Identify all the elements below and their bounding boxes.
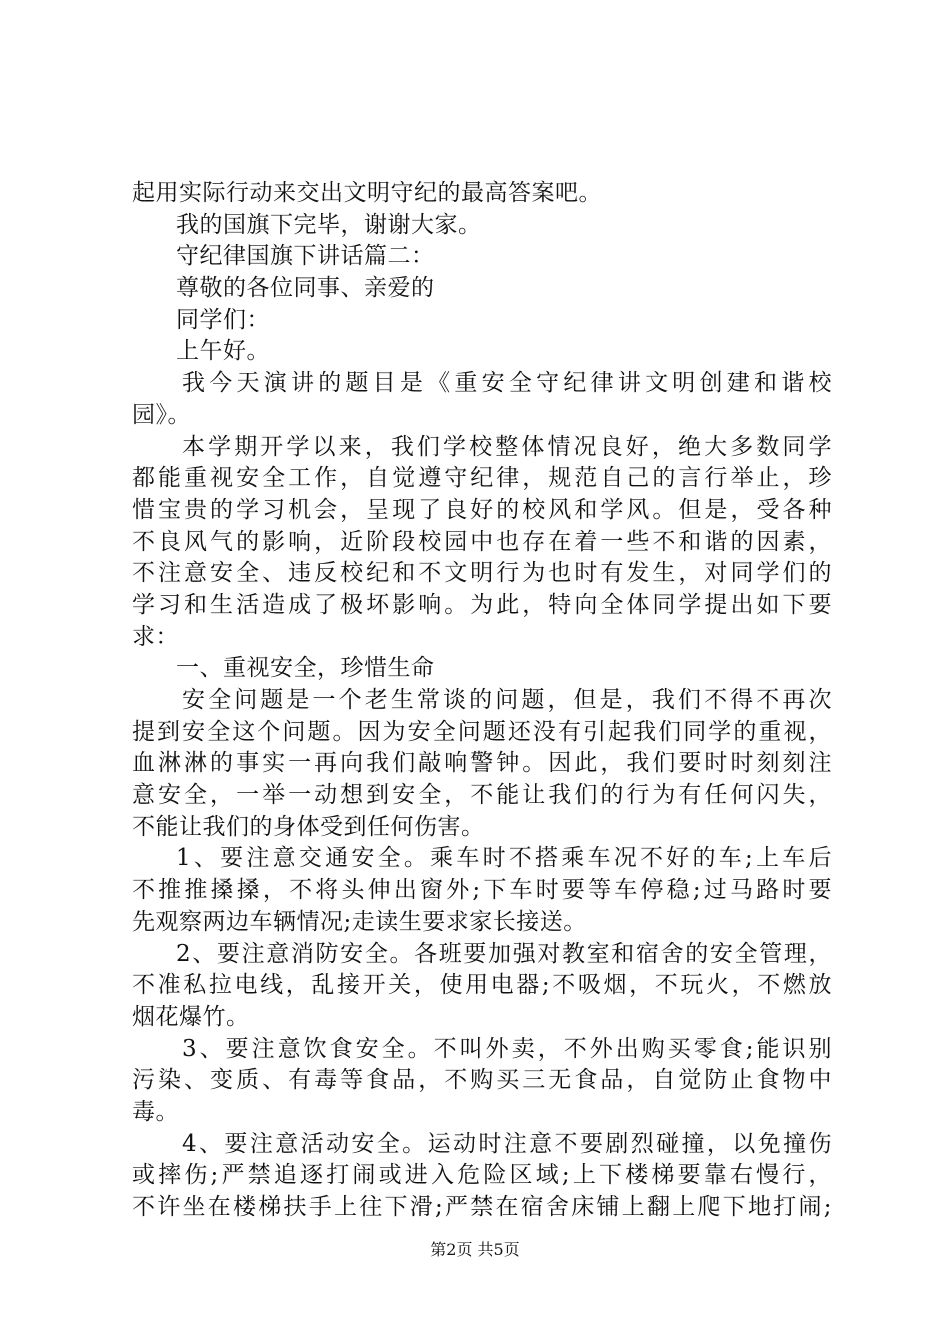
text-line: 我的国旗下完毕，谢谢大家。 [176,211,482,238]
text-line: 提到安全这个问题。因为安全问题还没有引起我们同学的重视， [132,718,832,745]
text-line: 一、重视安全，珍惜生命 [176,655,435,682]
text-line: 意安全，一举一动想到安全，不能让我们的行为有任何闪失， [132,782,832,809]
text-line: 起用实际行动来交出文明守纪的最高答案吧。 [132,180,602,206]
text-line: 2、要注意消防安全。各班要加强对教室和宿舍的安全管理， [176,940,832,967]
text-line: 不良风气的影响，近阶段校园中也存在着一些不和谐的因素， [132,528,832,555]
page-footer: 第2页 共5页 [430,1240,520,1259]
text-line: 3、要注意饮食安全。不叫外卖，不外出购买零食;能识别 [182,1035,832,1062]
text-line: 园》。 [132,401,191,428]
text-line: 上午好。 [176,338,270,365]
text-line: 烟花爆竹。 [132,1003,250,1030]
text-line: 守纪律国旗下讲话篇二： [176,243,435,270]
text-line: 安全问题是一个老生常谈的问题，但是，我们不得不再次 [182,687,832,713]
text-line: 污染、变质、有毒等食品，不购买三无食品，自觉防止食物中 [132,1067,832,1094]
text-line: 本学期开学以来，我们学校整体情况良好，绝大多数同学 [182,433,832,460]
text-line: 4、要注意活动安全。运动时注意不要剧烈碰撞，以免撞伤 [182,1130,832,1157]
text-line: 我今天演讲的题目是《重安全守纪律讲文明创建和谐校 [182,370,832,397]
text-line: 不推推搡搡，不将头伸出窗外;下车时要等车停稳;过马路时要 [132,877,832,904]
text-line: 毒。 [132,1098,179,1125]
text-line: 尊敬的各位同事、亲爱的 [176,275,435,302]
text-line: 求： [132,623,179,650]
text-line: 同学们： [176,306,270,333]
text-line: 血淋淋的事实一再向我们敲响警钟。因此，我们要时时刻刻注 [132,750,832,777]
text-line: 不能让我们的身体受到任何伤害。 [132,813,485,840]
document-body [132,178,832,1224]
text-line: 1、要注意交通安全。乘车时不搭乘车况不好的车;上车后 [176,845,832,872]
text-line: 惜宝贵的学习机会，呈现了良好的校风和学风。但是，受各种 [132,496,832,523]
text-line: 不许坐在楼梯扶手上往下滑;严禁在宿舍床铺上翻上爬下地打闹; [132,1194,832,1220]
text-line: 不准私拉电线，乱接开关，使用电器;不吸烟，不玩火，不燃放 [132,972,832,999]
text-line: 都能重视安全工作，自觉遵守纪律，规范自己的言行举止，珍 [132,465,832,492]
text-line: 学习和生活造成了极坏影响。为此，特向全体同学提出如下要 [132,591,832,618]
text-line: 先观察两边车辆情况;走读生要求家长接送。 [132,908,587,935]
text-line: 不注意安全、违反校纪和不文明行为也时有发生，对同学们的 [132,560,832,587]
text-line: 或摔伤;严禁追逐打闹或进入危险区域;上下楼梯要靠右慢行， [132,1162,832,1189]
